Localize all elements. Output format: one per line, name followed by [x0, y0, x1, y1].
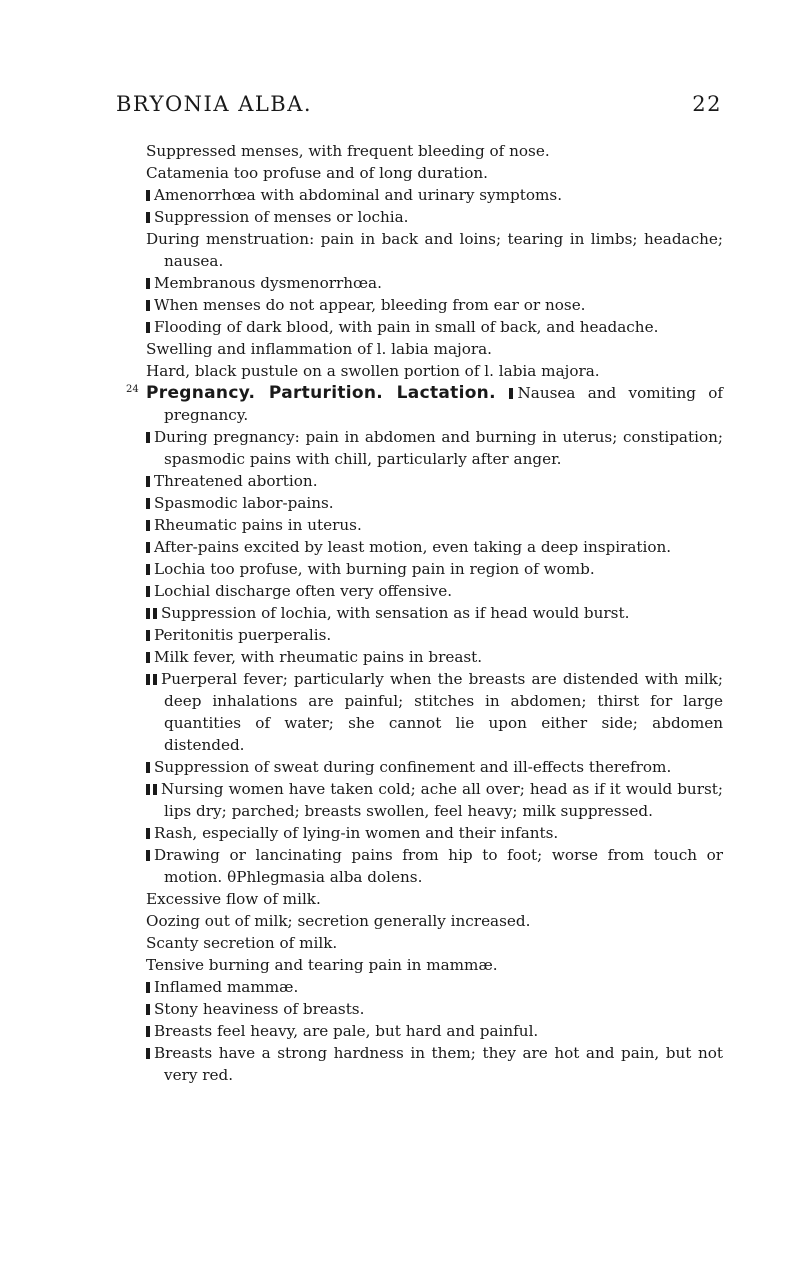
symptom-text: Excessive flow of milk.	[146, 890, 321, 908]
symptom-line	[146, 580, 723, 602]
symptom-line	[146, 844, 723, 888]
symptom-text: Lochia too profuse, with burning pain in region of womb.	[154, 560, 595, 578]
symptom-line	[146, 228, 723, 272]
grade-mark-icon	[146, 278, 150, 289]
symptom-text: Tensive burning and tearing pain in mammæ.	[146, 956, 498, 974]
grade-mark-icon	[146, 498, 150, 509]
symptom-line	[146, 272, 723, 294]
grade-mark-icon	[146, 300, 150, 311]
symptom-text: Swelling and inflammation of l. labia majora.	[146, 340, 493, 358]
symptom-text: Catamenia too profuse and of long duration.	[146, 164, 488, 182]
symptom-text: After-pains excited by least motion, even taking a deep inspiration.	[154, 538, 672, 556]
symptom-line	[146, 1042, 723, 1086]
grade-mark-icon	[146, 652, 150, 663]
grade-mark-icon	[146, 212, 150, 223]
symptom-line	[146, 756, 723, 778]
grade-mark-icon	[146, 190, 150, 201]
running-header	[116, 90, 722, 118]
grade-mark-icon	[146, 850, 150, 861]
section-line	[126, 382, 723, 426]
symptom-text: Rash, especially of lying-in women and their infants.	[154, 824, 559, 842]
grade-mark-icon	[146, 476, 150, 487]
symptom-line	[146, 162, 723, 184]
grade-mark-icon	[146, 564, 150, 575]
page-number: 22	[692, 92, 722, 116]
symptom-text: Nausea and vomiting of pregnancy.	[164, 384, 723, 424]
grade-mark-icon	[509, 388, 513, 399]
symptom-text: Nursing women have taken cold; ache all over; head as if it would burst; lips dry; parched; breasts swollen, feel heavy; milk suppressed.	[161, 780, 723, 820]
grade-mark-icon	[146, 542, 150, 553]
symptom-line	[146, 492, 723, 514]
symptom-line	[146, 822, 723, 844]
grade-mark-icon	[146, 322, 150, 333]
grade-mark-icon	[153, 674, 157, 685]
text-body	[126, 140, 723, 1086]
grade-mark-icon	[146, 432, 150, 443]
symptom-text: Membranous dysmenorrhœa.	[154, 274, 382, 292]
symptom-line	[146, 778, 723, 822]
grade-mark-icon	[153, 608, 157, 619]
symptom-text: Stony heaviness of breasts.	[154, 1000, 365, 1018]
symptom-line	[146, 624, 723, 646]
symptom-line	[146, 140, 723, 162]
symptom-line	[146, 888, 723, 910]
symptom-line	[146, 294, 723, 316]
grade-mark-icon	[146, 762, 150, 773]
grade-mark-icon	[146, 1048, 150, 1059]
symptom-line	[146, 932, 723, 954]
symptom-line	[146, 602, 723, 624]
symptom-line	[146, 954, 723, 976]
grade-mark-icon	[146, 520, 150, 531]
symptom-text: Breasts feel heavy, are pale, but hard and painful.	[154, 1022, 539, 1040]
symptom-text: When menses do not appear, bleeding from ear or nose.	[154, 296, 586, 314]
grade-mark-icon	[146, 828, 150, 839]
symptom-line	[146, 360, 723, 382]
symptom-text: During menstruation: pain in back and loins; tearing in limbs; headache; nausea.	[146, 230, 723, 270]
grade-mark-icon	[146, 1026, 150, 1037]
symptom-line	[146, 910, 723, 932]
grade-mark-icon	[146, 586, 150, 597]
symptom-text: Suppression of lochia, with sensation as if head would burst.	[161, 604, 630, 622]
grade-mark-icon	[146, 674, 150, 685]
section-number: 24	[126, 384, 139, 395]
symptom-text: Drawing or lancinating pains from hip to foot; worse from touch or motion. θPhlegmasia alba dolens.	[154, 846, 723, 886]
symptom-text: Suppression of menses or lochia.	[154, 208, 409, 226]
symptom-text: Suppression of sweat during confinement and ill-effects therefrom.	[154, 758, 672, 776]
symptom-text: Milk fever, with rheumatic pains in breast.	[154, 648, 483, 666]
symptom-text: During pregnancy: pain in abdomen and burning in uterus; constipation; spasmodic pains with chill, particularly after anger.	[154, 428, 723, 468]
symptom-text: Threatened abortion.	[154, 472, 318, 490]
grade-mark-icon	[146, 1004, 150, 1015]
symptom-text: Breasts have a strong hardness in them; they are hot and pain, but not very red.	[154, 1044, 723, 1084]
symptom-line	[146, 470, 723, 492]
symptom-text: Peritonitis puerperalis.	[154, 626, 332, 644]
symptom-text: Spasmodic labor-pains.	[154, 494, 334, 512]
symptom-line	[146, 206, 723, 228]
symptom-text: Rheumatic pains in uterus.	[154, 516, 362, 534]
symptom-line	[146, 998, 723, 1020]
symptom-text: Amenorrhœa with abdominal and urinary symptoms.	[154, 186, 563, 204]
section-heading: Pregnancy. Parturition. Lactation.	[146, 383, 510, 403]
symptom-text: Hard, black pustule on a swollen portion of l. labia majora.	[146, 362, 600, 380]
symptom-text: Suppressed menses, with frequent bleeding of nose.	[146, 142, 550, 160]
symptom-line	[146, 668, 723, 756]
symptom-line	[146, 646, 723, 668]
grade-mark-icon	[146, 784, 150, 795]
symptom-line	[146, 316, 723, 338]
running-title: BRYONIA ALBA.	[116, 92, 313, 116]
grade-mark-icon	[146, 630, 150, 641]
symptom-line	[146, 976, 723, 998]
grade-mark-icon	[153, 784, 157, 795]
symptom-line	[146, 1020, 723, 1042]
grade-mark-icon	[146, 982, 150, 993]
symptom-line	[146, 558, 723, 580]
symptom-text: Oozing out of milk; secretion generally increased.	[146, 912, 531, 930]
symptom-line	[146, 426, 723, 470]
symptom-text: Lochial discharge often very offensive.	[154, 582, 453, 600]
symptom-text: Flooding of dark blood, with pain in small of back, and headache.	[154, 318, 659, 336]
symptom-text: Scanty secretion of milk.	[146, 934, 338, 952]
symptom-line	[146, 184, 723, 206]
symptom-text: Inflamed mammæ.	[154, 978, 299, 996]
symptom-line	[146, 338, 723, 360]
symptom-line	[146, 514, 723, 536]
symptom-line	[146, 536, 723, 558]
grade-mark-icon	[146, 608, 150, 619]
symptom-text: Puerperal fever; particularly when the breasts are distended with milk; deep inhalations are painful; stitches in abdomen; thirst for large quantities of water; she cannot lie upon either side; abdomen distended.	[161, 670, 723, 754]
